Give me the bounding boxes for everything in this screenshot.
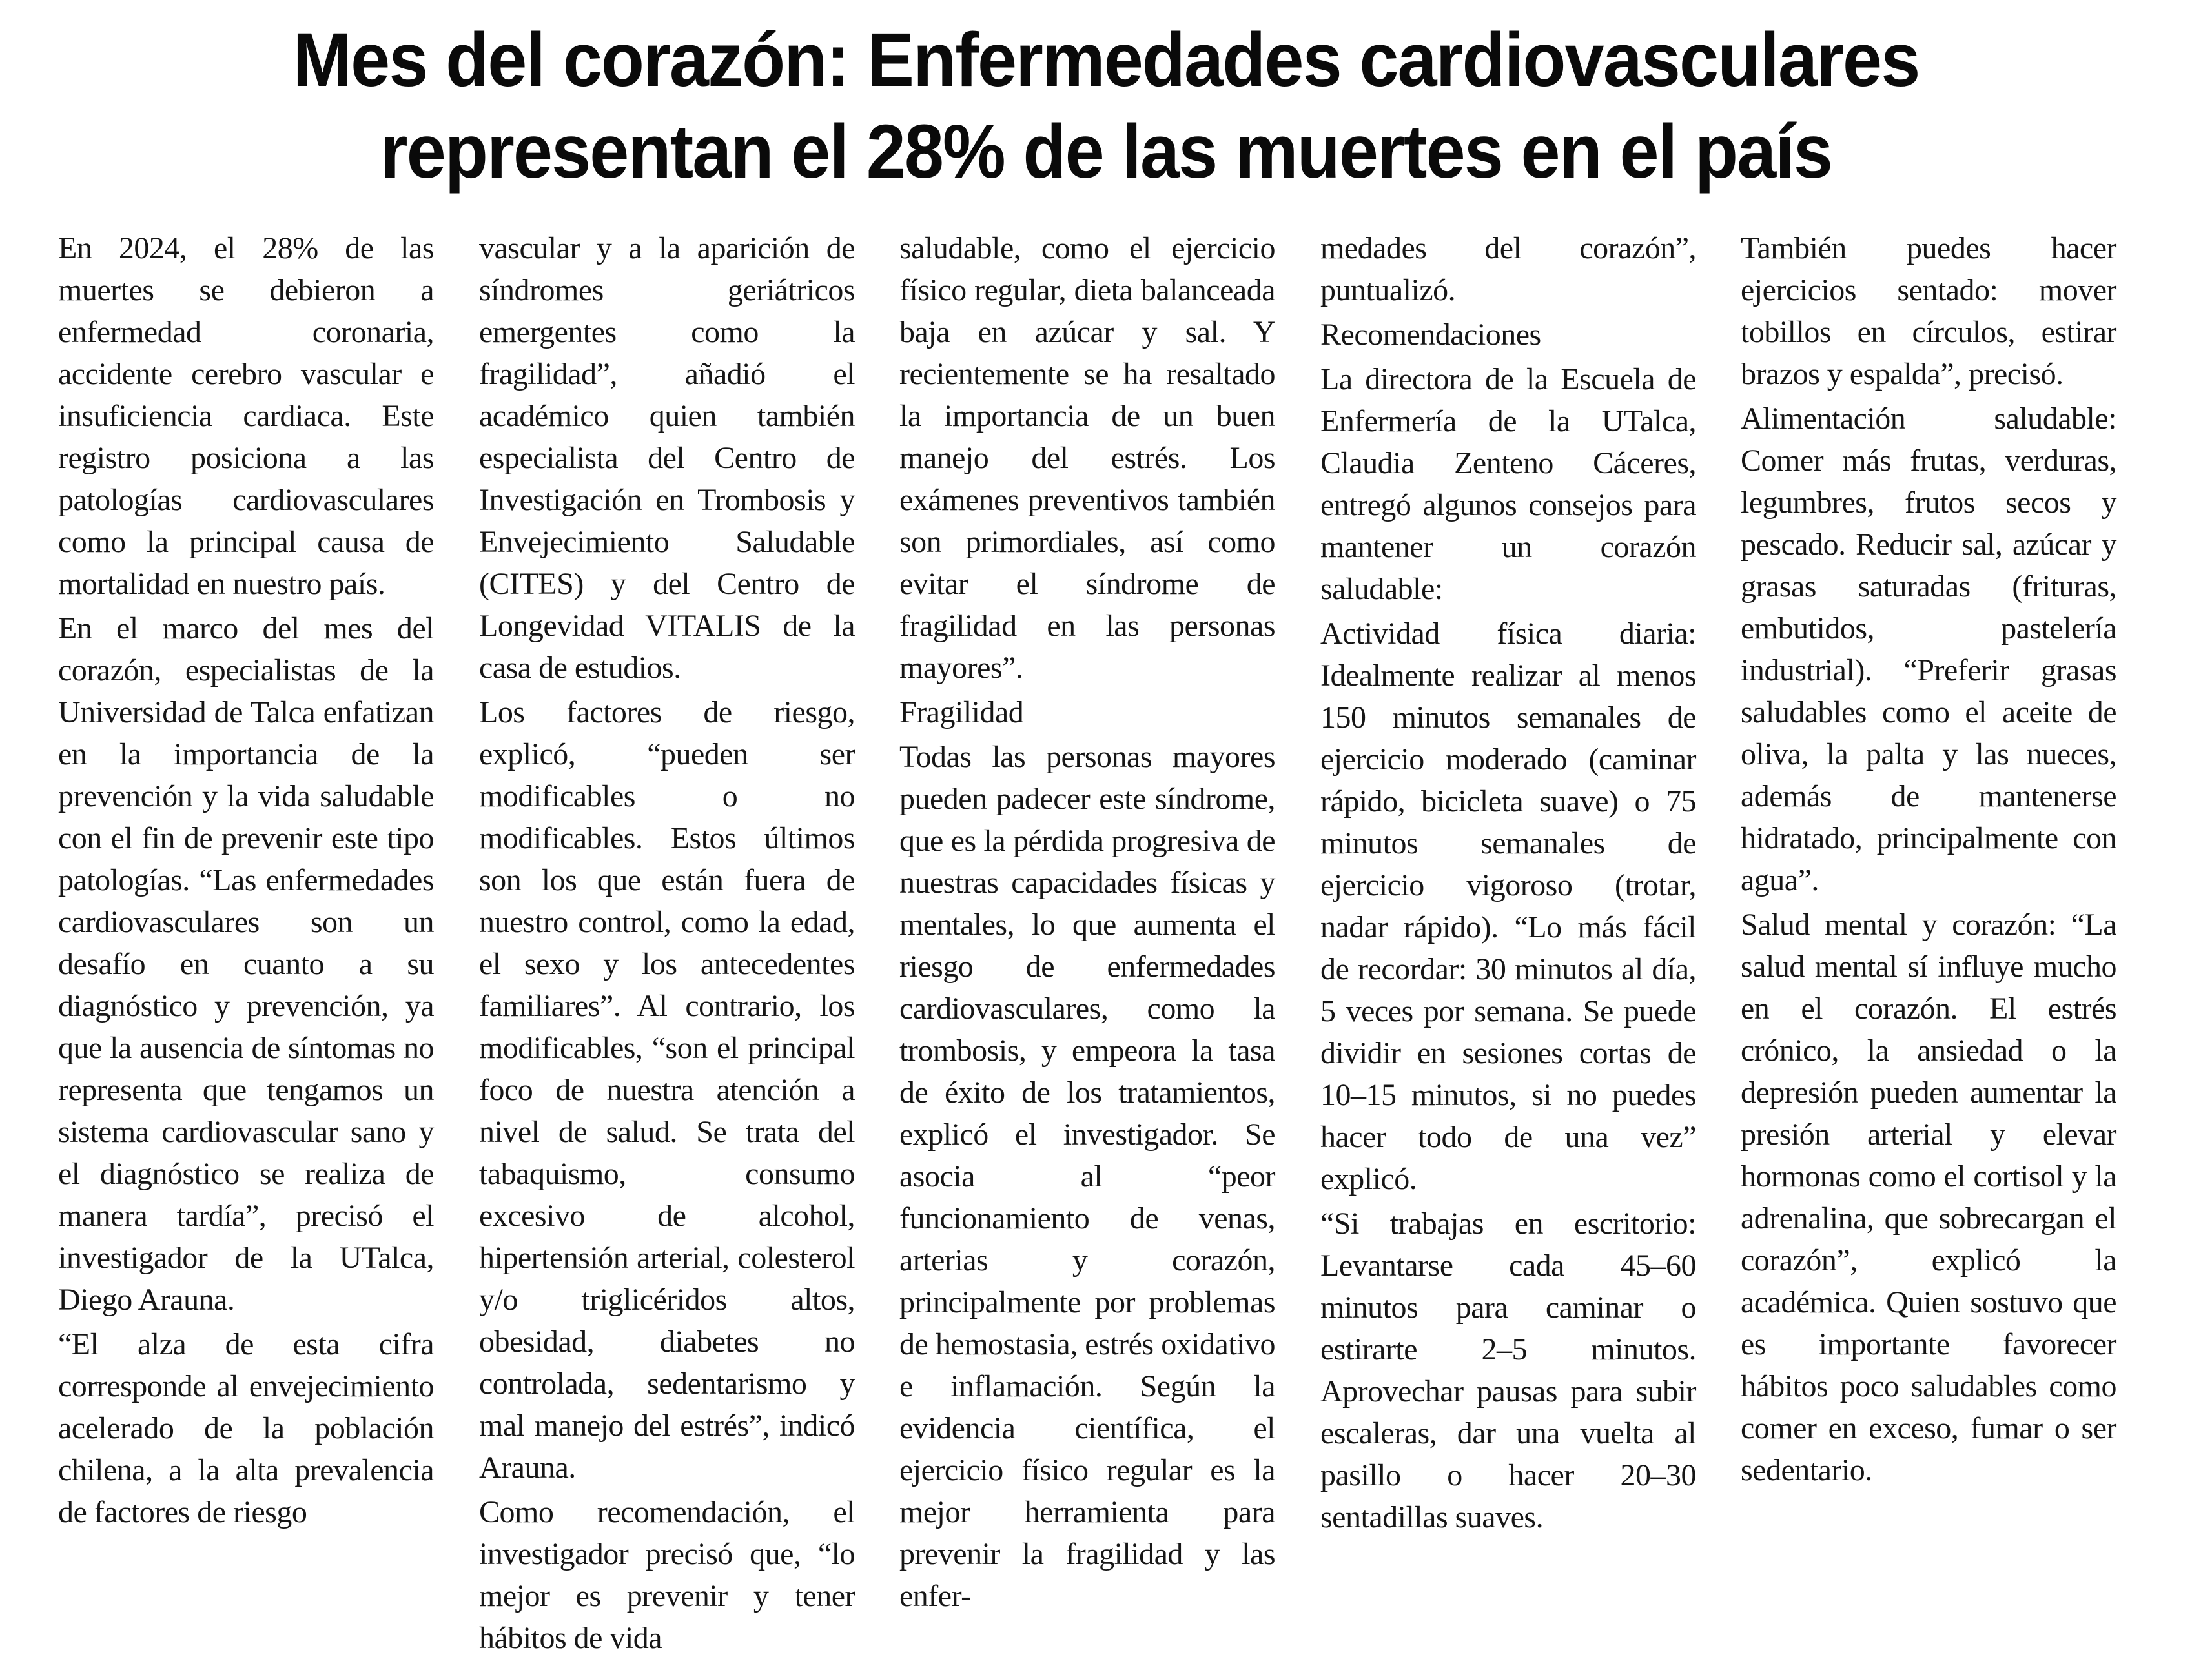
article-column-1 <box>58 227 434 1529</box>
paragraph: “Si trabajas en escritorio: Levantarse cada 45–60 minutos para caminar o estirarte 2–5 minutos. Aprovechar pausas para subir escaleras, dar una vuelta al pasillo o hacer 20–30 sentadillas suaves. <box>1320 1206 1696 1534</box>
paragraph: Alimentación saludable: Comer más frutas, verduras, legumbres, frutos secos y pescado. Reducir sal, azúcar y grasas saturadas (frituras, embutidos, pastelería industrial). “Preferir grasas saludables como el aceite de oliva, la palta y las nueces, además de mantenerse hidratado, principalmente con agua”. <box>1741 402 2116 897</box>
paragraph: Salud mental y corazón: “La salud mental sí influye mucho en el corazón. El estrés crónico, la ansiedad o la depresión pueden aumentar la presión arterial y elevar hormonas como el cortisol y la adrenalina, que sobrecargan el corazón”, explicó la académica. Quien sostuvo que es importante favorecer hábitos poco saludables como comer en exceso, fumar o ser sedentario. <box>1741 908 2116 1487</box>
article-column-4 <box>1320 227 1696 1534</box>
section-subheading: Recomendaciones <box>1320 318 1541 352</box>
paragraph: Actividad física diaria: Idealmente realizar al menos 150 minutos semanales de ejercicio moderado (caminar rápido, bicicleta suave) o 75 minutos semanales de ejercicio vigoroso (trotar, nadar rápido). “Lo más fácil de recordar: 30 minutos al día, 5 veces por semana. Se puede dividir en sesiones cortas de 10–15 minutos, si no puedes hacer todo de una vez” explicó. <box>1320 616 1696 1196</box>
article-headline <box>114 14 2099 198</box>
paragraph: Los factores de riesgo, explicó, “pueden ser modificables o no modificables. Estos últimos son los que están fuera de nuestro control, como la edad, el sexo y los antecedentes familiares”. Al contrario, los modificables, “son el principal foco de nuestra atención a nivel de salud. Se trata del tabaquismo, consumo excesivo de alcohol, hipertensión arterial, colesterol y/o triglicéridos altos, obesidad, diabetes no controlada, sedentarismo y mal manejo del estrés”, indicó Arauna. <box>479 695 855 1485</box>
headline-line-1: Mes del corazón: Enfermedades cardiovasculares <box>292 17 1920 103</box>
article-column-3 <box>899 227 1275 1613</box>
paragraph: “El alza de esta cifra corresponde al envejecimiento acelerado de la población chilena, a la alta prevalencia de factores de riesgo <box>58 1327 434 1529</box>
paragraph: En el marco del mes del corazón, especialistas de la Universidad de Talca enfatizan en la importancia de la prevención y la vida saludable con el fin de prevenir este tipo patologías. “Las enfermedades cardiovasculares son un desafío en cuanto a su diagnóstico y prevención, ya que la ausencia de síntomas no representa que tengamos un sistema cardiovascular sano y el diagnóstico se realiza de manera tardía”, precisó el investigador de la UTalca, Diego Arauna. <box>58 611 434 1317</box>
paragraph: Todas las personas mayores pueden padecer este síndrome, que es la pérdida progresiva de nuestras capacidades físicas y mentales, lo que aumenta el riesgo de enfermedades cardiovasculares, como la trombosis, y empeora la tasa de éxito de los tratamientos, explicó el investigador. Se asocia al “peor funcionamiento de venas, arterias y corazón, principalmente por problemas de hemostasia, estrés oxidativo e inflamación. Según la evidencia científica, el ejercicio físico regular es la mejor herramienta para prevenir la fragilidad y las enfer- <box>899 740 1275 1613</box>
section-subheading: Fragilidad <box>899 695 1024 729</box>
paragraph: Como recomendación, el investigador precisó que, “lo mejor es prevenir y tener hábitos de vida <box>479 1495 855 1655</box>
article-body <box>58 227 2154 1655</box>
paragraph: También puedes hacer ejercicios sentado: mover tobillos en círculos, estirar brazos y espalda”, precisó. <box>1741 231 2116 391</box>
paragraph: medades del corazón”, puntualizó. <box>1320 231 1696 307</box>
paragraph: saludable, como el ejercicio físico regular, dieta balanceada baja en azúcar y sal. Y recientemente se ha resaltado la importancia de un buen manejo del estrés. Los exámenes preventivos también son primordiales, así como evitar el síndrome de fragilidad en las personas mayores”. <box>899 231 1275 685</box>
paragraph: vascular y a la aparición de síndromes geriátricos emergentes como la fragilidad”, añadió el académico quien también especialista del Centro de Investigación en Trombosis y Envejecimiento Saludable (CITES) y del Centro de Longevidad VITALIS de la casa de estudios. <box>479 231 855 685</box>
article-column-5 <box>1741 227 2116 1487</box>
paragraph: En 2024, el 28% de las muertes se debieron a enfermedad coronaria, accidente cerebro vascular e insuficiencia cardiaca. Este registro posiciona a las patologías cardiovasculares como la principal causa de mortalidad en nuestro país. <box>58 231 434 601</box>
paragraph: La directora de la Escuela de Enfermería de la UTalca, Claudia Zenteno Cáceres, entregó algunos consejos para mantener un corazón saludable: <box>1320 362 1696 606</box>
article-column-2 <box>479 227 855 1655</box>
headline-line-2: representan el 28% de las muertes en el país <box>380 109 1832 194</box>
